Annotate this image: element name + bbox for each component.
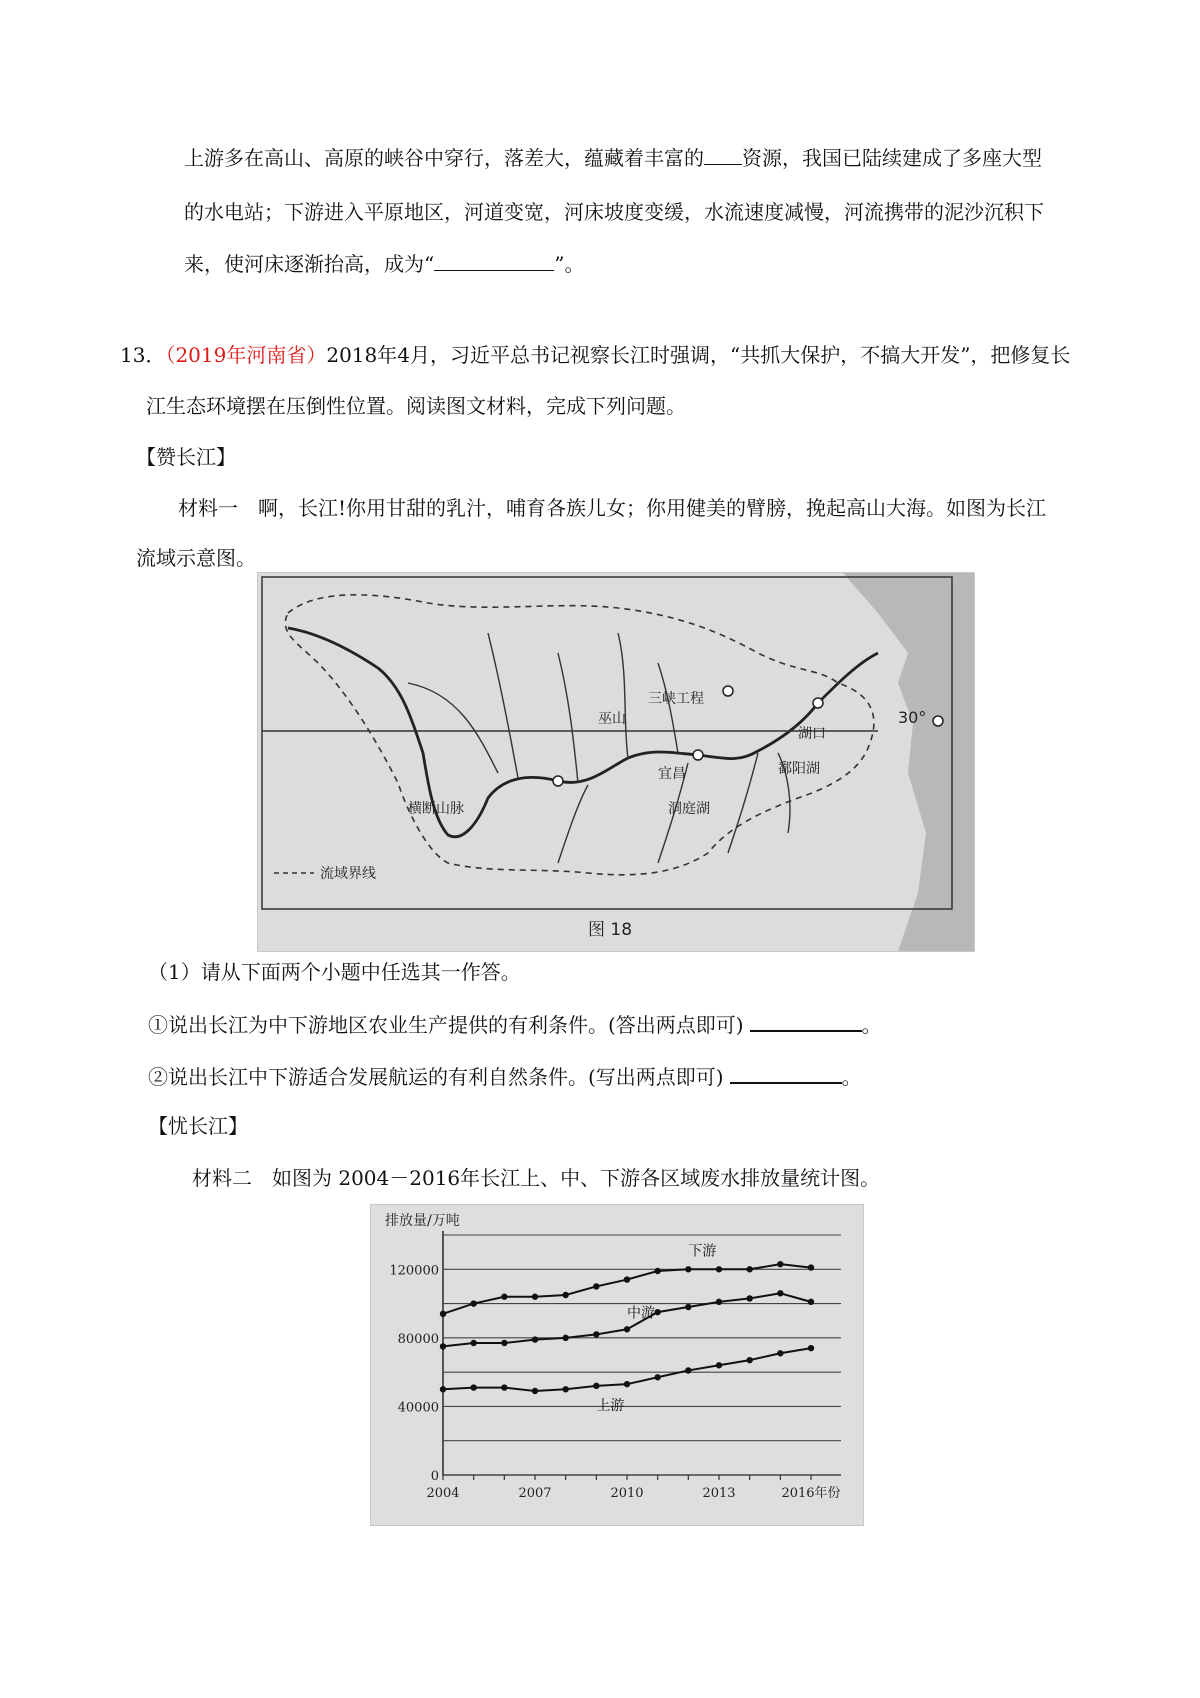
chart-point: [808, 1299, 814, 1305]
chart-point: [593, 1331, 599, 1337]
wastewater-chart: [370, 1204, 864, 1526]
map-label-sanxia: 三峡工程: [648, 691, 704, 707]
chart-x-tick-label: 2007: [518, 1486, 552, 1501]
chart-y-tick-label: 40000: [397, 1400, 439, 1416]
map-label-hukou: 湖口: [798, 726, 826, 742]
chart-point: [532, 1294, 538, 1300]
chart-point: [777, 1261, 783, 1267]
chart-y-tick-label: 80000: [397, 1331, 439, 1347]
paragraph-line-2: 的水电站；下游进入平原地区，河道变宽，河床坡度变缓，水流速度减慢，河流携带的泥沙沉积下: [184, 200, 1044, 224]
chart-point: [685, 1367, 691, 1373]
chart-point: [716, 1266, 722, 1272]
chart-point: [501, 1384, 507, 1390]
map-label-yichang: 宜昌: [658, 766, 686, 782]
map-latitude-label: 30°: [898, 708, 927, 727]
map-legend-label: 流域界线: [320, 866, 376, 882]
chart-point: [624, 1276, 630, 1282]
chart-point: [777, 1350, 783, 1356]
chart-x-tick-label: 2013: [702, 1486, 736, 1501]
chart-point: [532, 1336, 538, 1342]
chart-point: [808, 1264, 814, 1270]
sub-question-1b: ②说出长江中下游适合发展航运的有利自然条件。(写出两点即可) 。: [148, 1065, 862, 1089]
chart-point: [440, 1386, 446, 1392]
answer-blank-1a[interactable]: [750, 1012, 862, 1032]
map-label-wushan: 巫山: [598, 711, 626, 727]
chart-x-tick-label: 2016年份: [781, 1486, 841, 1501]
chart-point: [808, 1345, 814, 1351]
chart-point: [440, 1311, 446, 1317]
material-2: 材料二 如图为 2004－2016年长江上、中、下游各区域废水排放量统计图。: [192, 1166, 881, 1190]
chart-point: [470, 1384, 476, 1390]
paragraph-line-3: 来，使河床逐渐抬高，成为“ ”。: [184, 252, 585, 276]
chart-point: [532, 1388, 538, 1394]
question-source: （2019年河南省）: [165, 343, 327, 367]
chart-point: [654, 1268, 660, 1274]
paragraph-line-1: 上游多在高山、高原的峡谷中穿行，落差大，蕴藏着丰富的 资源，我国已陆续建成了多座大型: [184, 146, 1042, 170]
sub-question-1: （1）请从下面两个小题中任选其一作答。: [148, 960, 521, 984]
chart-y-tick-label: 120000: [389, 1263, 439, 1279]
chart-point: [470, 1340, 476, 1346]
map-label-hengduan: 横断山脉: [408, 801, 464, 817]
map-label-dongting: 洞庭湖: [668, 801, 710, 817]
material-1-line-2: 流域示意图。: [136, 546, 256, 570]
chart-point: [501, 1294, 507, 1300]
chart-point: [746, 1357, 752, 1363]
map-caption: 图 18: [588, 920, 633, 940]
answer-blank-resource[interactable]: [704, 146, 742, 165]
chart-point: [777, 1290, 783, 1296]
chart-series-label: 中游: [627, 1305, 655, 1322]
chart-x-tick-label: 2010: [610, 1486, 644, 1501]
chart-point: [654, 1374, 660, 1380]
chart-point: [685, 1304, 691, 1310]
question-number: 13．: [120, 343, 166, 367]
chart-point: [654, 1309, 660, 1315]
chart-point: [562, 1386, 568, 1392]
material-1-line-1: 材料一 啊，长江!你用甘甜的乳汁，哺育各族儿女；你用健美的臂膀，挽起高山大海。如图为长江: [178, 496, 1047, 520]
chart-series-label: 上游: [596, 1397, 625, 1414]
chart-ylabel: 排放量/万吨: [385, 1213, 460, 1229]
chart-point: [562, 1292, 568, 1298]
chart-point: [716, 1299, 722, 1305]
answer-blank-1b[interactable]: [730, 1064, 842, 1084]
chart-point: [593, 1383, 599, 1389]
chart-series-label: 下游: [688, 1243, 717, 1260]
chart-point: [501, 1340, 507, 1346]
chart-y-tick-label: 0: [430, 1469, 439, 1484]
section-heading-you: 【忧长江】: [148, 1114, 248, 1138]
chart-point: [562, 1335, 568, 1341]
chart-x-tick-label: 2004: [426, 1486, 460, 1501]
yangtze-basin-map: [257, 572, 975, 952]
chart-point: [470, 1300, 476, 1306]
chart-point: [685, 1266, 691, 1272]
question-13-line-1: 13．（2019年河南省）2018年4月，习近平总书记视察长江时强调，“共抓大保护，不搞大开发”，把修复长: [120, 343, 1071, 367]
question-13-line-2: 江生态环境摆在压倒性位置。阅读图文材料，完成下列问题。: [146, 394, 686, 418]
chart-svg: [371, 1205, 863, 1525]
map-label-poyang: 鄱阳湖: [778, 761, 820, 777]
section-heading-zan: 【赞长江】: [136, 445, 236, 469]
answer-blank-river[interactable]: [434, 252, 554, 271]
chart-point: [746, 1266, 752, 1272]
chart-point: [440, 1343, 446, 1349]
chart-point: [593, 1283, 599, 1289]
chart-point: [746, 1295, 752, 1301]
chart-point: [624, 1326, 630, 1332]
chart-point: [624, 1381, 630, 1387]
chart-point: [716, 1362, 722, 1368]
sub-question-1a: ①说出长江为中下游地区农业生产提供的有利条件。(答出两点即可) 。: [148, 1013, 882, 1037]
